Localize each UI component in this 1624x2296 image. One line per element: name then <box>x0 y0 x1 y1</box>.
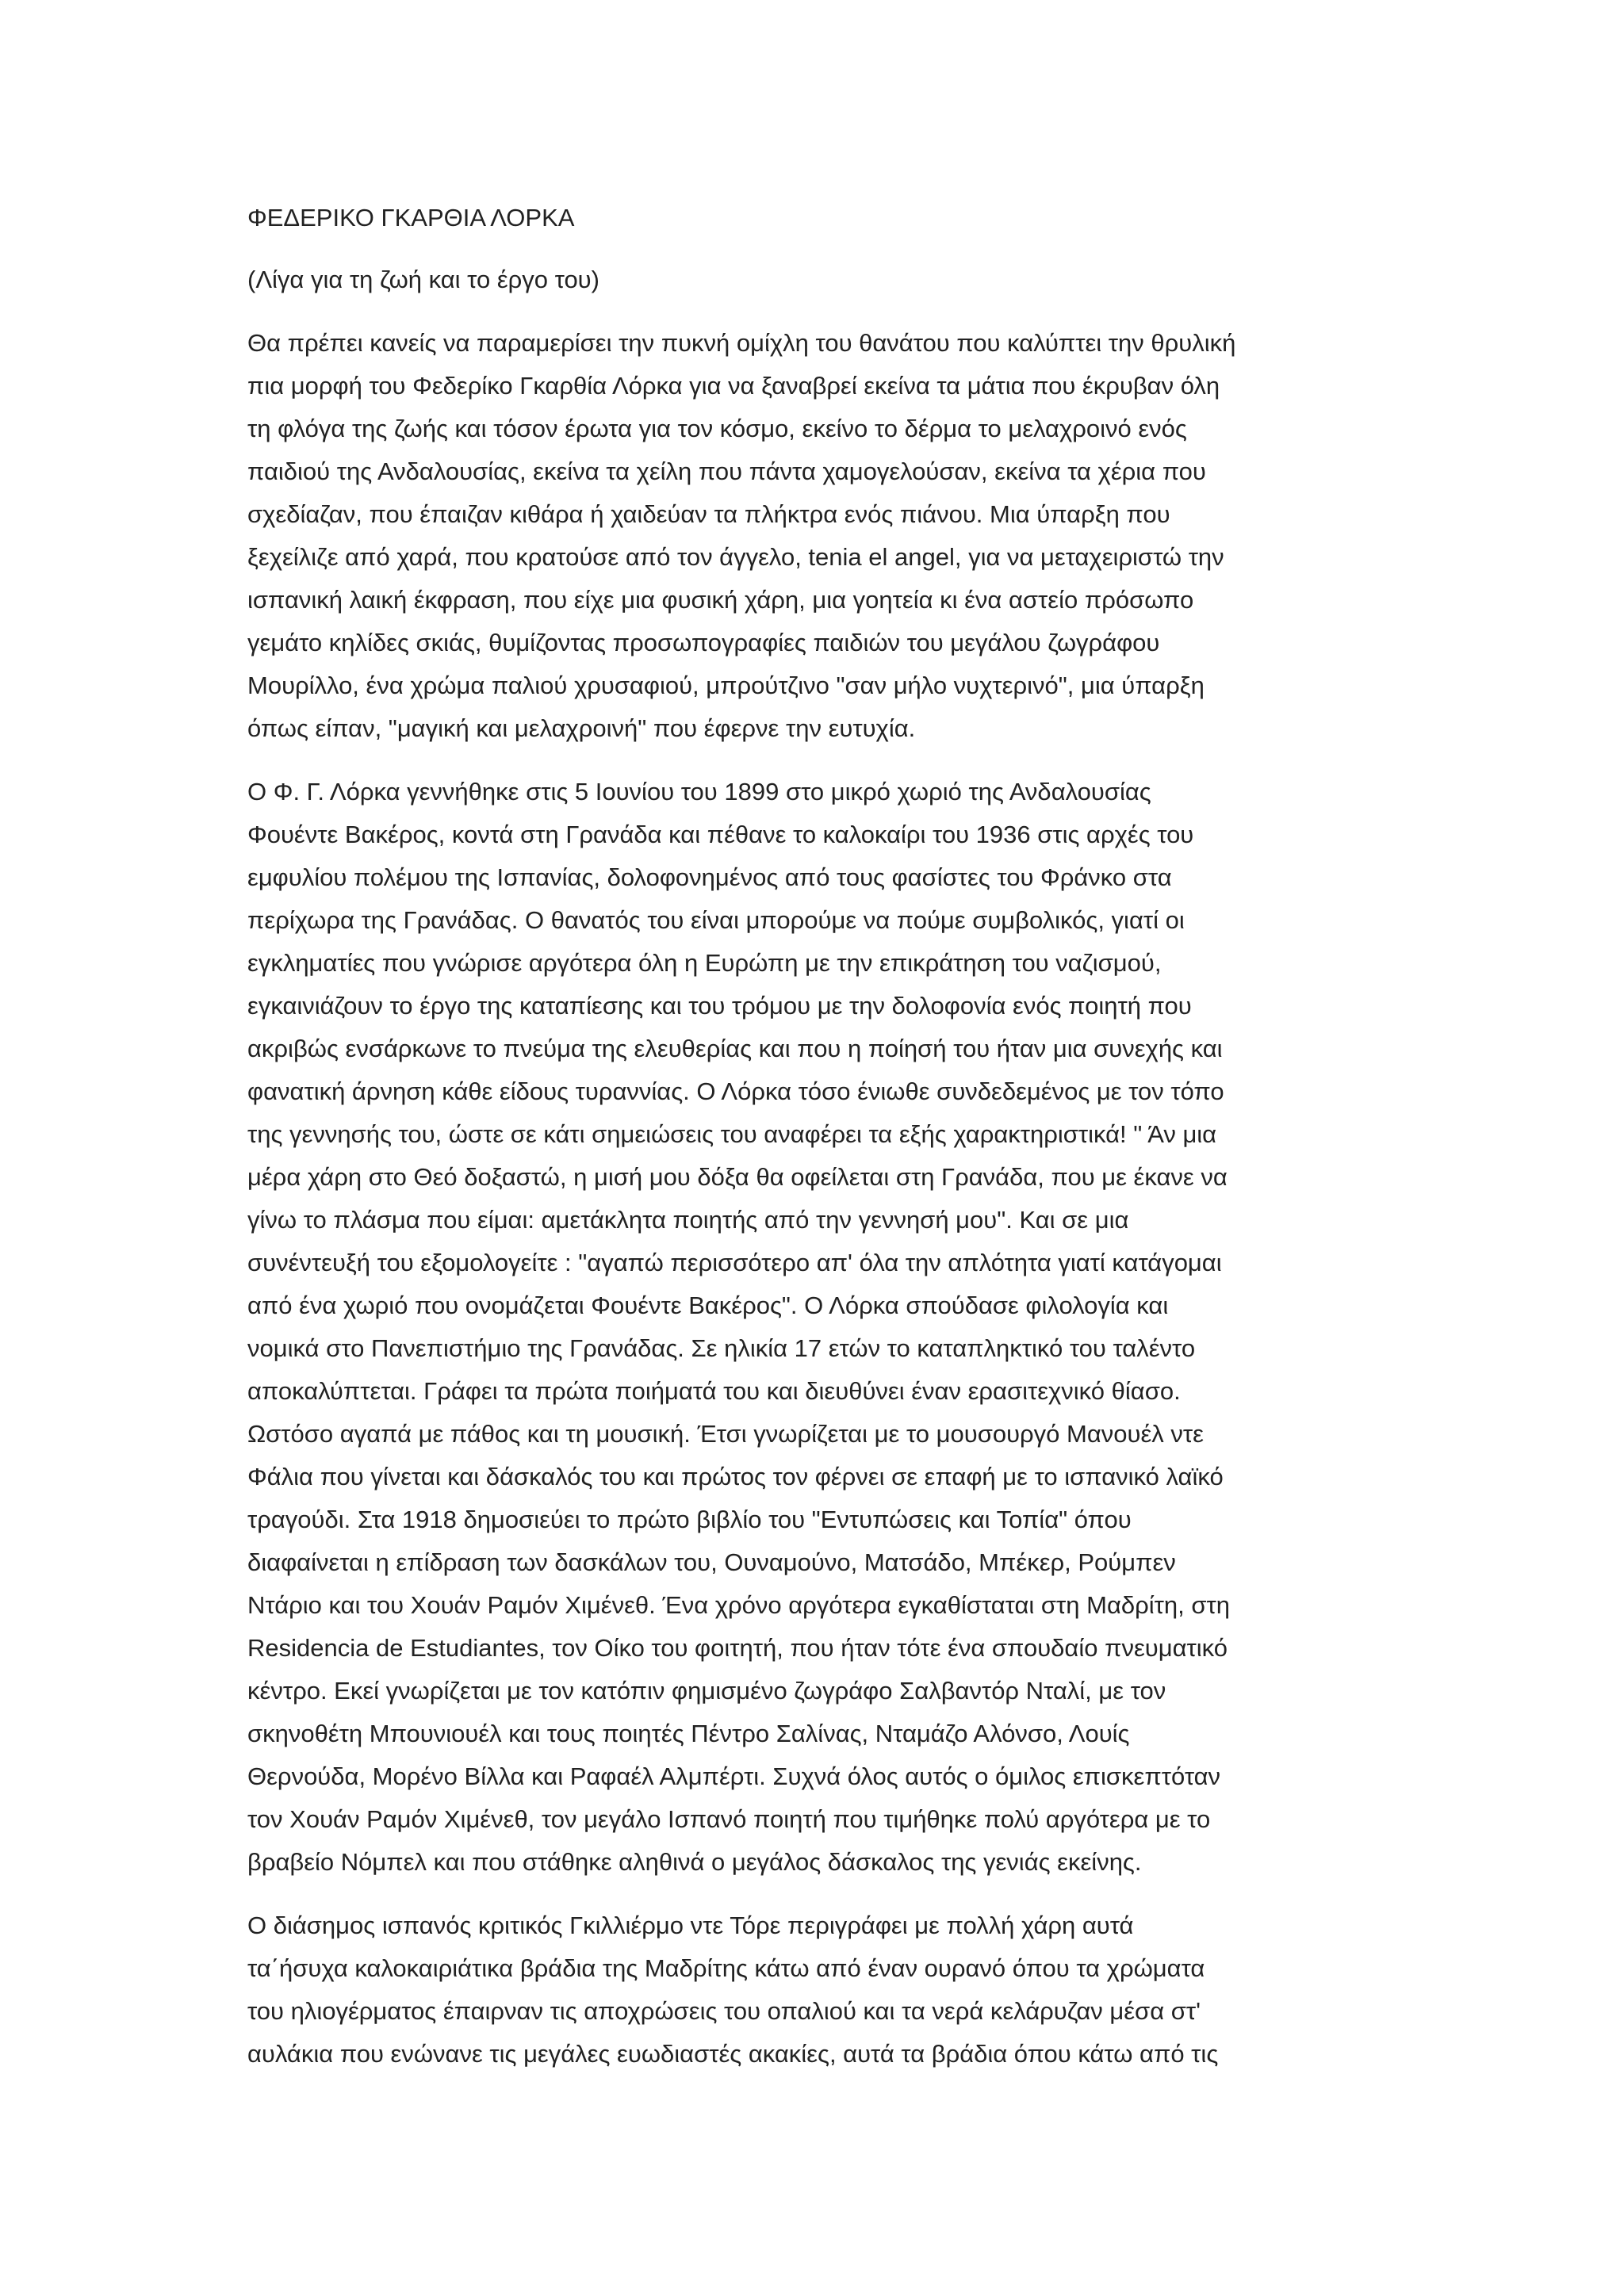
body-paragraph <box>247 322 1389 750</box>
paragraph-line: από ένα χωριό που ονομάζεται Φουέντε Βακέρος". Ο Λόρκα σπούδασε φιλολογία και <box>247 1292 1169 1319</box>
paragraph-line: συνέντευξή του εξομολογείτε : "αγαπώ περισσότερο απ' όλα την απλότητα γιατί κατάγομαι <box>247 1249 1222 1276</box>
paragraph-line: Φουέντε Βακέρος, κοντά στη Γρανάδα και πέθανε το καλοκαίρι του 1936 στις αρχές του <box>247 821 1194 848</box>
document-body <box>247 197 1389 2076</box>
paragraph-line: σκηνοθέτη Μπουνιουέλ και τους ποιητές Πέντρο Σαλίνας, Νταμάζο Αλόνσο, Λουίς <box>247 1720 1130 1747</box>
body-paragraph <box>247 771 1389 1884</box>
paragraph-line: αυλάκια που ενώνανε τις μεγάλες ευωδιαστές ακακίες, αυτά τα βράδια όπου κάτω από τις <box>247 2040 1219 2068</box>
paragraph-line: ακριβώς ενσάρκωνε το πνεύμα της ελευθερίας και που η ποίησή του ήταν μια συνεχής και <box>247 1035 1223 1062</box>
paragraph-line: Ο διάσημος ισπανός κριτικός Γκιλλιέρμο ντε Τόρε περιγράφει με πολλή χάρη αυτά <box>247 1911 1134 1939</box>
body-paragraph <box>247 1904 1389 2076</box>
paragraph-line: Residencia de Estudiantes, τον Οίκο του φοιτητή, που ήταν τότε ένα σπουδαίο πνευματικό <box>247 1634 1228 1662</box>
paragraph-line: Θα πρέπει κανείς να παραμερίσει την πυκνή ομίχλη του θανάτου που καλύπτει την θρυλική <box>247 329 1236 357</box>
paragraph-line: παιδιού της Ανδαλουσίας, εκείνα τα χείλη που πάντα χαμογελούσαν, εκείνα τα χέρια που <box>247 457 1206 485</box>
paragraph-line: του ηλιογέρματος έπαιρναν τις αποχρώσεις του οπαλιού και τα νερά κελάρυζαν μέσα στ' <box>247 1997 1201 2025</box>
paragraph-line: Ωστόσο αγαπά με πάθος και τη μουσική. Έτσι γνωρίζεται με το μουσουργό Μανουέλ ντε <box>247 1420 1204 1448</box>
paragraph-line: εγκαινιάζουν το έργο της καταπίεσης και του τρόμου με την δολοφονία ενός ποιητή που <box>247 992 1192 1020</box>
paragraph-line: τον Χουάν Ραμόν Χιμένεθ, τον μεγάλο Ισπανό ποιητή που τιμήθηκε πολύ αργότερα με το <box>247 1805 1211 1833</box>
paragraph-line: της γεννησής του, ώστε σε κάτι σημειώσεις του αναφέρει τα εξής χαρακτηριστικά! " Άν μια <box>247 1120 1217 1148</box>
paragraph-line: περίχωρα της Γρανάδας. Ο θανατός του είναι μπορούμε να πούμε συμβολικός, γιατί οι <box>247 906 1185 934</box>
paragraph-line: όπως είπαν, "μαγική και μελαχροινή" που έφερνε την ευτυχία. <box>247 714 916 742</box>
paragraph-line: Ο Φ. Γ. Λόρκα γεννήθηκε στις 5 Ιουνίου του 1899 στο μικρό χωριό της Ανδαλουσίας <box>247 778 1151 806</box>
paragraph-line: γίνω το πλάσμα που είμαι: αμετάκλητα ποιητής από την γεννησή μου". Και σε μια <box>247 1206 1129 1234</box>
paragraph-line: εμφυλίου πολέμου της Ισπανίας, δολοφονημένος από τους φασίστες του Φράνκο στα <box>247 863 1172 891</box>
paragraph-line: Ντάριο και του Χουάν Ραμόν Χιμένεθ. Ένα χρόνο αργότερα εγκαθίσταται στη Μαδρίτη, στη <box>247 1591 1231 1619</box>
paragraph-line: τη φλόγα της ζωής και τόσον έρωτα για τον κόσμο, εκείνο το δέρμα το μελαχροινό ενός <box>247 415 1187 442</box>
document-subtitle: (Λίγα για τη ζωή και το έργο του) <box>247 266 599 293</box>
paragraph-line: μέρα χάρη στο Θεό δοξαστώ, η μισή μου δόξα θα οφείλεται στη Γρανάδα, που με έκανε να <box>247 1163 1228 1191</box>
paragraph-line: βραβείο Νόμπελ και που στάθηκε αληθινά ο μεγάλος δάσκαλος της γενιάς εκείνης. <box>247 1848 1142 1876</box>
paragraph-line: φανατική άρνηση κάθε είδους τυραννίας. Ο Λόρκα τόσο ένιωθε συνδεδεμένος με τον τόπο <box>247 1077 1224 1105</box>
paragraph-line: διαφαίνεται η επίδραση των δασκάλων του, Ουναμούνο, Ματσάδο, Μπέκερ, Ρούμπεν <box>247 1548 1176 1576</box>
paragraph-line: ισπανική λαική έκφραση, που είχε μια φυσική χάρη, μια γοητεία κι ένα αστείο πρόσωπο <box>247 586 1194 614</box>
paragraph-line: ξεχείλιζε από χαρά, που κρατούσε από τον άγγελο, tenia el angel, για να μεταχειριστώ την <box>247 543 1224 571</box>
paragraph-line: γεμάτο κηλίδες σκιάς, θυμίζοντας προσωπογραφίες παιδιών του μεγάλου ζωγράφου <box>247 629 1160 656</box>
paragraph-line: τραγούδι. Στα 1918 δημοσιεύει το πρώτο βιβλίο του "Εντυπώσεις και Τοπία" όπου <box>247 1506 1132 1533</box>
paragraph-line: τα΄ήσυχα καλοκαιριάτικα βράδια της Μαδρίτης κάτω από έναν ουρανό όπου τα χρώματα <box>247 1954 1205 1982</box>
paragraph-line: αποκαλύπτεται. Γράφει τα πρώτα ποιήματά του και διευθύνει έναν ερασιτεχνικό θίασο. <box>247 1377 1181 1405</box>
paragraph-line: πια μορφή του Φεδερίκο Γκαρθία Λόρκα για να ξαναβρεί εκείνα τα μάτια που έκρυβαν όλη <box>247 372 1220 400</box>
paragraph-line: νομικά στο Πανεπιστήμιο της Γρανάδας. Σε ηλικία 17 ετών το καταπληκτικό του ταλέντο <box>247 1334 1196 1362</box>
paragraph-line: Θερνούδα, Μορένο Βίλλα και Ραφαέλ Αλμπέρτι. Συχνά όλος αυτός ο όμιλος επισκεπτόταν <box>247 1762 1221 1790</box>
paragraph-line: κέντρο. Εκεί γνωρίζεται με τον κατόπιν φημισμένο ζωγράφο Σαλβαντόρ Νταλί, με τον <box>247 1677 1166 1705</box>
paragraph-line: Μουρίλλο, ένα χρώμα παλιού χρυσαφιού, μπρούτζινο "σαν μήλο νυχτερινό", μια ύπαρξη <box>247 672 1205 699</box>
paragraph-line: σχεδίαζαν, που έπαιζαν κιθάρα ή χαιδεύαν τα πλήκτρα ενός πιάνου. Μια ύπαρξη που <box>247 500 1170 528</box>
document-paragraphs <box>247 322 1389 2076</box>
paragraph-line: εγκληματίες που γνώρισε αργότερα όλη η Ευρώπη με την επικράτηση του ναζισμού, <box>247 949 1162 977</box>
paragraph-line: Φάλια που γίνεται και δάσκαλός του και πρώτος τον φέρνει σε επαφή με το ισπανικό λαϊκό <box>247 1463 1224 1490</box>
document-title: ΦΕΔΕΡΙΚΟ ΓΚΑΡΘΙΑ ΛΟΡΚΑ <box>247 204 575 232</box>
